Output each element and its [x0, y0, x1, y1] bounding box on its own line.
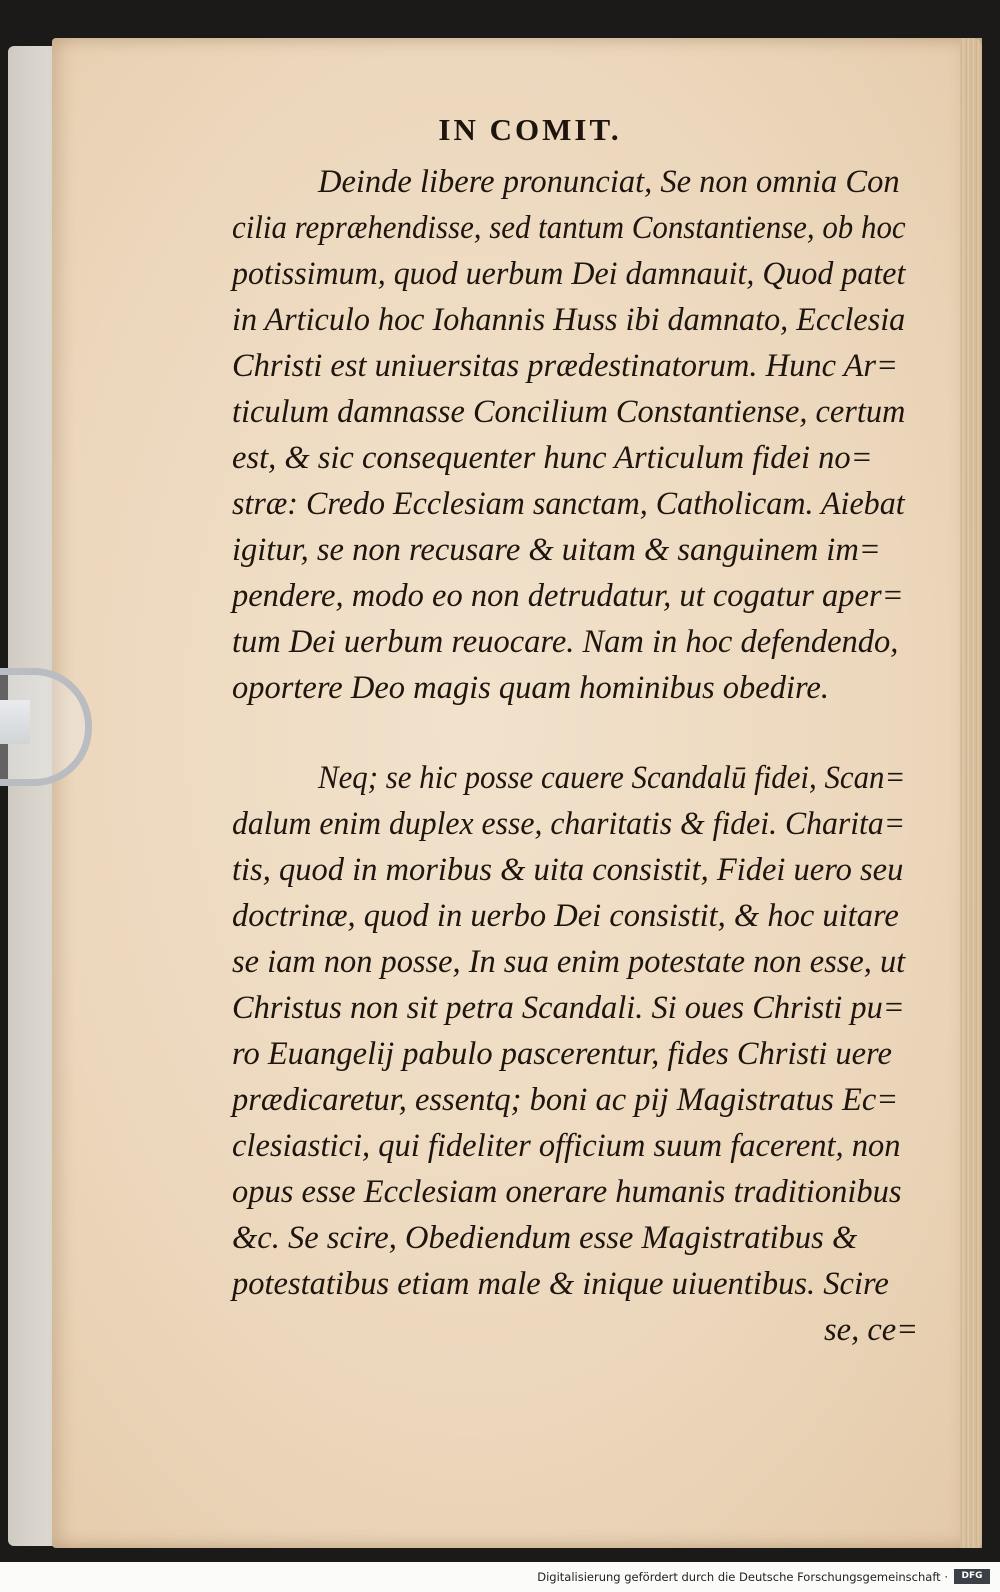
text-line: est, & sic consequenter hunc Articulum fidei no=: [232, 440, 873, 476]
page-edges: [960, 38, 982, 1548]
text-line: pendere, modo eo non detrudatur, ut cogatur aper=: [232, 578, 904, 614]
text-line: cilia repræhendisse, sed tantum Constantiense, ob hoc: [232, 210, 906, 246]
text-line: clesiastici, qui fideliter officium suum facerent, non: [232, 1128, 901, 1164]
text-line: &c. Se scire, Obediendum esse Magistratibus &: [232, 1220, 858, 1256]
dfg-logo: DFG: [954, 1569, 990, 1584]
catchword: se, ce=: [824, 1312, 919, 1348]
text-line: Christi est uniuersitas prædestinatorum. Hunc Ar=: [232, 348, 898, 384]
text-line: Christus non sit petra Scandali. Si oues Christi pu=: [232, 990, 905, 1026]
text-line: in Articulo hoc Iohannis Huss ibi damnato, Ecclesia: [232, 302, 906, 338]
text-line: Deinde libere pronunciat, Se non omnia Con: [318, 164, 900, 200]
text-line: doctrinæ, quod in uerbo Dei consistit, & hoc uitare: [232, 898, 899, 934]
footer-bar: [0, 1562, 1000, 1592]
text-line: prædicaretur, essentq; boni ac pij Magistratus Ec=: [232, 1082, 899, 1118]
text-line: dalum enim duplex esse, charitatis & fidei. Charita=: [232, 806, 906, 842]
text-line: tum Dei uerbum reuocare. Nam in hoc defendendo,: [232, 624, 899, 660]
text-line: oportere Deo magis quam hominibus obedire.: [232, 670, 829, 706]
text-line: stræ: Credo Ecclesiam sanctam, Catholicam. Aiebat: [232, 486, 905, 522]
text-line: opus esse Ecclesiam onerare humanis traditionibus: [232, 1174, 902, 1210]
running-head: IN COMIT.: [438, 112, 622, 147]
text-line: potissimum, quod uerbum Dei damnauit, Quod patet: [232, 256, 906, 292]
text-line: ro Euangelij pabulo pascerentur, fides Christi uere: [232, 1036, 892, 1072]
text-line: Neq; se hic posse cauere Scandalū fidei, Scan=: [318, 760, 906, 796]
funding-credit: Digitalisierung gefördert durch die Deutsche Forschungsgemeinschaft ·: [537, 1570, 948, 1584]
text-line: tis, quod in moribus & uita consistit, Fidei uero seu: [232, 852, 904, 888]
text-line: potestatibus etiam male & inique uiuentibus. Scire: [232, 1266, 889, 1302]
text-line: igitur, se non recusare & uitam & sanguinem im=: [232, 532, 881, 568]
text-line: se iam non posse, In sua enim potestate non esse, ut: [232, 944, 906, 980]
text-line: ticulum damnasse Concilium Constantiense, certum: [232, 394, 906, 430]
